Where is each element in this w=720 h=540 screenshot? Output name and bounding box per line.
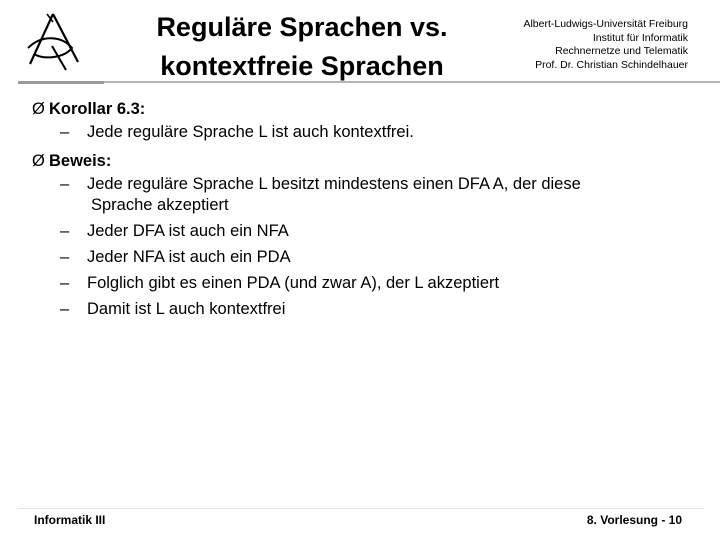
proof-text-5: Damit ist L auch kontextfrei <box>87 300 286 318</box>
proof-heading <box>32 148 692 174</box>
bullet-arrow-icon: Ø <box>32 152 45 170</box>
header-divider-left <box>18 81 104 84</box>
footer-page-number: 8. Vorlesung - 10 <box>586 513 682 527</box>
proof-item-1 <box>32 174 692 216</box>
proof-item-5 <box>32 299 692 320</box>
corollary-text: Jede reguläre Sprache L ist auch kontextfrei. <box>87 123 414 141</box>
proof-text-2: Jeder DFA ist auch ein NFA <box>87 222 289 240</box>
dash-bullet: – <box>60 123 70 141</box>
proof-item-3 <box>32 247 692 268</box>
corollary-item <box>32 122 692 143</box>
proof-text-1-line-2: Sprache akzeptiert <box>91 196 229 214</box>
dash-bullet: – <box>60 222 70 240</box>
footer-divider <box>18 508 704 509</box>
university-logo <box>22 10 88 72</box>
bullet-arrow-icon: Ø <box>32 100 45 118</box>
dash-bullet: – <box>60 300 70 318</box>
dash-bullet: – <box>60 175 70 193</box>
institute-info <box>523 18 688 72</box>
university-name: Albert-Ludwigs-Universität Freiburg <box>523 18 688 30</box>
department-name: Rechnernetze und Telematik <box>555 45 688 57</box>
slide-title-line-2: kontextfreie Sprachen <box>160 51 444 81</box>
proof-item-2 <box>32 221 692 242</box>
proof-text-3: Jeder NFA ist auch ein PDA <box>87 248 291 266</box>
proof-label: Beweis: <box>49 152 112 170</box>
slide-title <box>122 8 482 86</box>
footer-course: Informatik III <box>34 513 106 527</box>
professor-name: Prof. Dr. Christian Schindelhauer <box>535 58 688 71</box>
institute-name: Institut für Informatik <box>592 31 688 44</box>
dash-bullet: – <box>60 274 70 292</box>
dash-bullet: – <box>60 248 70 266</box>
corollary-label: Korollar 6.3: <box>49 100 146 118</box>
proof-text-1-line-1: Jede reguläre Sprache L besitzt mindestens einen DFA A, der diese <box>87 175 581 193</box>
proof-text-4: Folglich gibt es einen PDA (und zwar A), der L akzeptiert <box>87 274 500 292</box>
proof-item-4 <box>32 273 692 294</box>
slide-content <box>32 96 692 325</box>
slide-title-line-1: Reguläre Sprachen vs. <box>156 12 448 42</box>
corollary-heading <box>32 96 692 122</box>
